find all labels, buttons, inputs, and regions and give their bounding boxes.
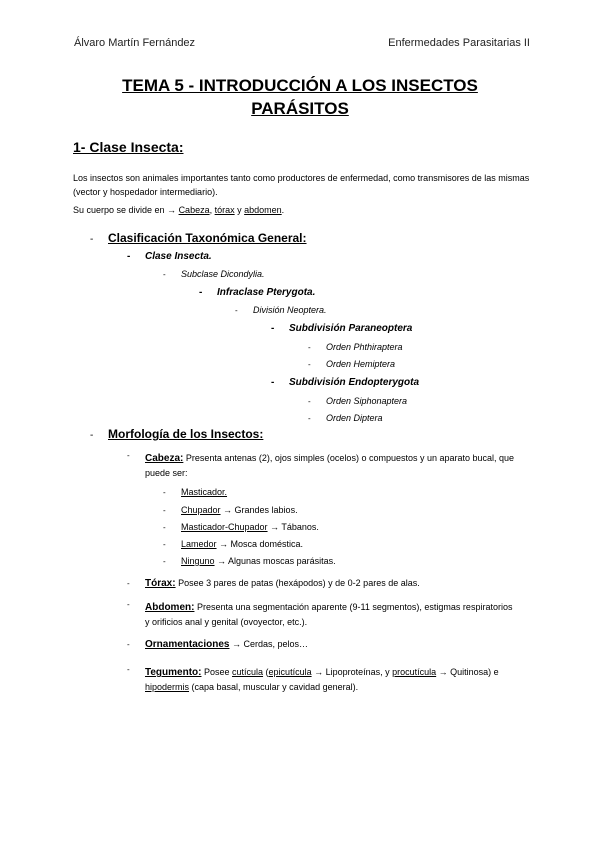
tax-subdiv-endopterygota: Subdivisión Endopterygota [289, 377, 420, 388]
dash-marker: - [127, 665, 130, 674]
tegumento-item [145, 665, 515, 694]
body-prefix: Su cuerpo se divide en → [73, 205, 179, 215]
body-parts-paragraph [73, 203, 533, 217]
morph-tegumento-row [127, 665, 515, 694]
tax-orden-hemiptera: Orden Hemiptera [326, 359, 396, 369]
morph-abdomen-row [127, 600, 515, 629]
mouth-rest-lamedor: → Mosca doméstica. [216, 539, 304, 549]
intro-paragraph: Los insectos son animales importantes tanto como productores de enfermedad, como transmisores de las mismas (vector y hospedador intermediario). [73, 173, 530, 197]
tax-orden2-row [308, 359, 395, 369]
mouth-label-lamedor: Lamedor [181, 539, 217, 549]
tax-orden4-row [308, 413, 383, 423]
cabeza-label: Cabeza: [145, 453, 184, 464]
dash-marker: - [199, 287, 203, 298]
cabeza-text: Presenta antenas (2), ojos simples (ocelos) o compuestos y un aparato bucal, que puede ser: [145, 453, 515, 478]
dash-marker: - [163, 557, 166, 566]
torax-label: Tórax: [145, 578, 176, 589]
sep-1: , [209, 205, 215, 215]
tax-clase: Clase Insecta. [145, 251, 212, 262]
morphology-heading: Morfología de los Insectos: [108, 427, 264, 441]
abdomen-text: Presenta una segmentación aparente (9-11 segmentos), estigmas respiratorios y orificios anal y genital (ovoyector, etc.). [145, 602, 513, 627]
mouth-label-masticador-chupador: Masticador-Chupador [181, 522, 268, 532]
dash-marker: - [127, 579, 130, 588]
tax-subdiv1-row [271, 323, 412, 334]
dash-marker: - [271, 377, 275, 388]
mouth-row-2 [163, 503, 298, 517]
teg-text-2: ( [263, 667, 269, 677]
cabeza-item [145, 451, 515, 480]
dash-marker: - [235, 306, 238, 315]
mouth-label-ninguno: Ninguno [181, 556, 215, 566]
mouth-row-5 [163, 554, 336, 568]
dash-marker: - [90, 430, 94, 441]
taxonomy-heading: Clasificación Taxonómica General: [108, 231, 307, 245]
sep-2: y [234, 205, 245, 215]
part-cabeza: Cabeza [178, 205, 210, 215]
dash-marker: - [308, 360, 311, 369]
tax-orden-diptera: Orden Diptera [326, 413, 383, 423]
dash-marker: - [308, 397, 311, 406]
tegumento-label: Tegumento: [145, 667, 202, 678]
section-heading-clase-insecta: 1- Clase Insecta: [73, 139, 184, 155]
tax-orden-phthiraptera: Orden Phthiraptera [326, 342, 403, 352]
tax-subclase-row [163, 269, 265, 279]
tax-subdiv2-row [271, 377, 419, 388]
dash-marker: - [127, 640, 130, 649]
tax-division-row [235, 305, 327, 315]
teg-text-1: Posee [201, 667, 233, 677]
teg-epicuticula: epicutícula [268, 667, 312, 677]
body-end: . [281, 205, 285, 215]
teg-text-3: → Lipoproteínas, y [311, 667, 393, 677]
ornamentaciones-text: → Cerdas, pelos… [229, 639, 309, 649]
mouth-row-3 [163, 520, 319, 534]
teg-hipodermis: hipodermis [145, 682, 190, 692]
teg-procuticula: procutícula [392, 667, 437, 677]
tax-orden1-row [308, 342, 403, 352]
dash-marker: - [308, 343, 311, 352]
tax-infraclase-row [199, 287, 315, 298]
taxonomy-heading-row [90, 231, 307, 245]
tax-clase-row [127, 251, 212, 262]
part-torax: tórax [214, 205, 235, 215]
tax-orden3-row [308, 396, 407, 406]
morphology-heading-row [90, 427, 263, 441]
dash-marker: - [127, 600, 130, 609]
dash-marker: - [163, 523, 166, 532]
abdomen-item [145, 600, 515, 629]
teg-cuticula: cutícula [232, 667, 264, 677]
morph-torax-row [127, 576, 420, 591]
dash-marker: - [308, 414, 311, 423]
mouth-rest-masticador-chupador: → Tábanos. [267, 522, 319, 532]
mouth-row-4 [163, 537, 303, 551]
dash-marker: - [127, 251, 131, 262]
dash-marker: - [163, 506, 166, 515]
dash-marker: - [127, 451, 130, 460]
tax-orden-siphonaptera: Orden Siphonaptera [326, 396, 408, 406]
teg-text-4: → Quitinosa) e [436, 667, 499, 677]
morph-cabeza-row [127, 451, 515, 480]
dash-marker: - [163, 270, 166, 279]
title-line-1: TEMA 5 - INTRODUCCIÓN A LOS INSECTOS [122, 76, 478, 95]
mouth-row-1 [163, 485, 227, 499]
part-abdomen: abdomen [244, 205, 282, 215]
header-course: Enfermedades Parasitarias II [388, 37, 530, 49]
torax-text: Posee 3 pares de patas (hexápodos) y de 0-2 pares de alas. [175, 578, 420, 588]
mouth-rest-ninguno: → Algunas moscas parásitas. [214, 556, 336, 566]
abdomen-label: Abdomen: [145, 602, 195, 613]
morph-ornamentaciones-row [127, 637, 308, 652]
mouth-rest-chupador: → Grandes labios. [220, 505, 298, 515]
dash-marker: - [90, 234, 94, 245]
dash-marker: - [271, 323, 275, 334]
ornamentaciones-label: Ornamentaciones [145, 639, 230, 650]
title-line-2: PARÁSITOS [251, 99, 349, 118]
mouth-label-masticador: Masticador. [181, 487, 228, 497]
mouth-label-chupador: Chupador [181, 505, 221, 515]
page-title [60, 74, 540, 120]
tax-infraclase: Infraclase Pterygota. [217, 287, 316, 298]
teg-text-5: (capa basal, muscular y cavidad general). [189, 682, 359, 692]
tax-division: División Neoptera. [253, 305, 327, 315]
tax-subclase: Subclase Dicondylia. [181, 269, 265, 279]
dash-marker: - [163, 540, 166, 549]
header-author: Álvaro Martín Fernández [74, 37, 196, 49]
tax-subdiv-paraneoptera: Subdivisión Paraneoptera [289, 323, 413, 334]
dash-marker: - [163, 488, 166, 497]
